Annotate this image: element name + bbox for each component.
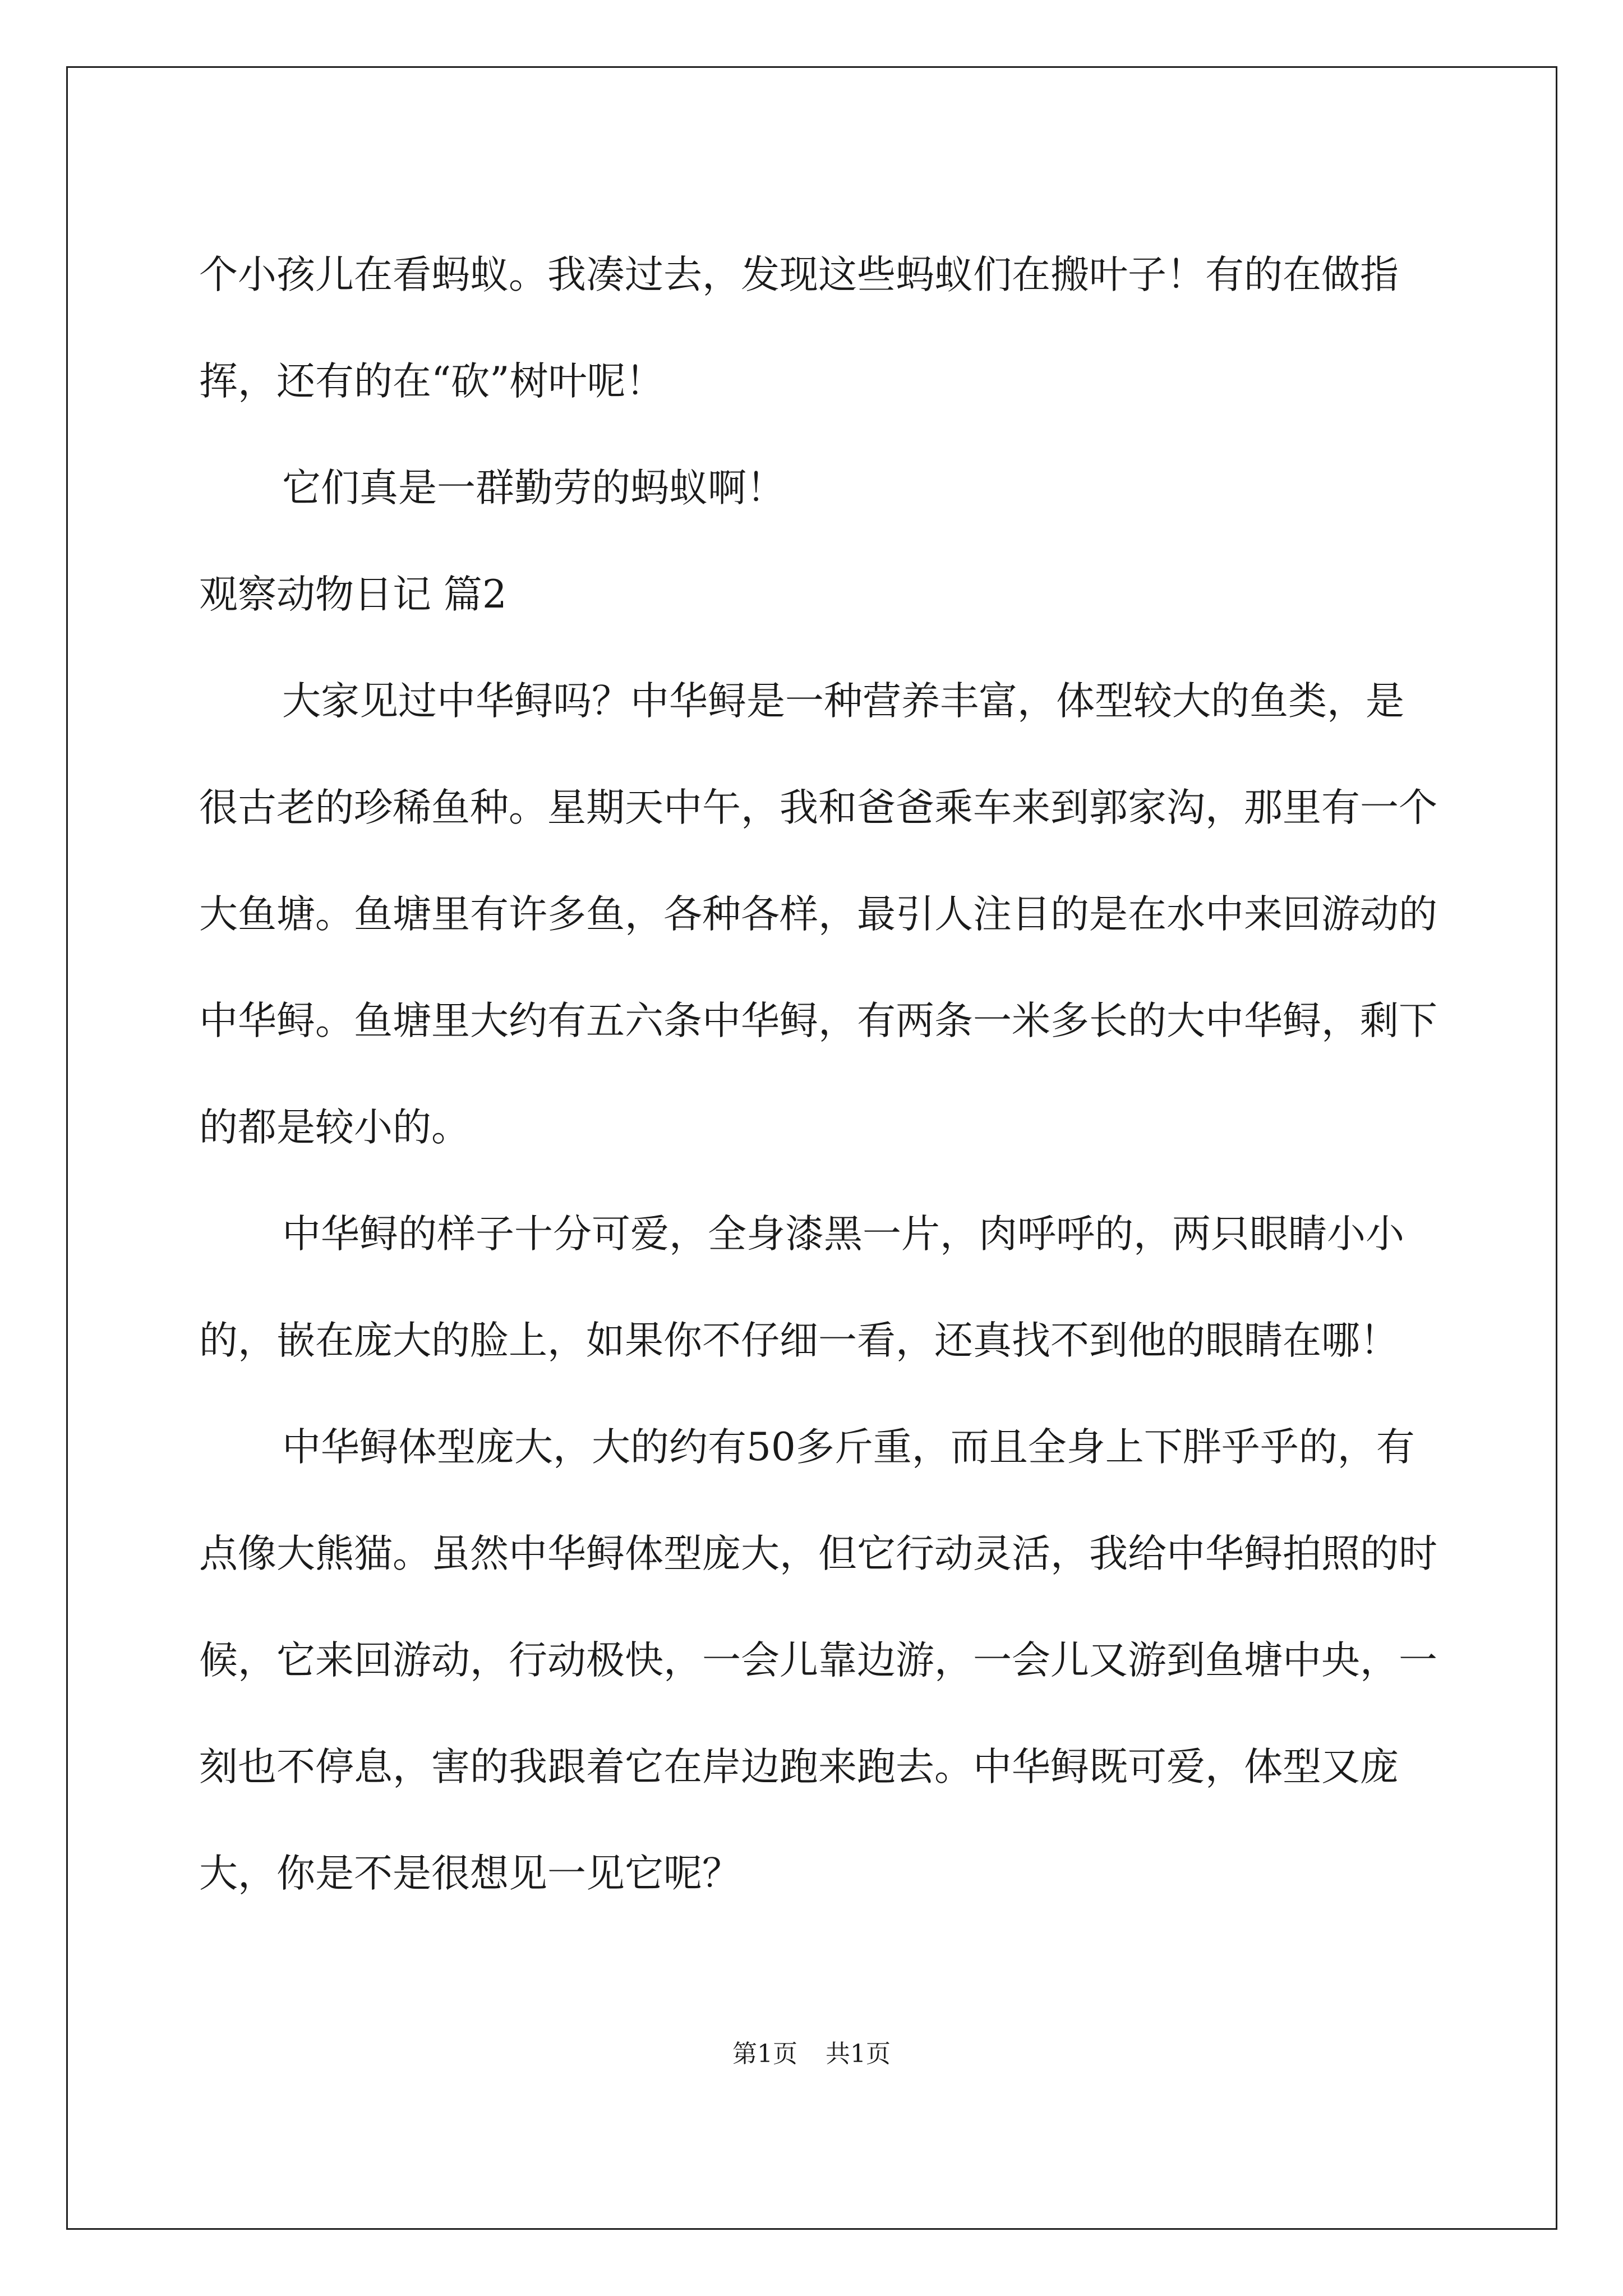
- paragraph-sturgeon-appearance: 中华鲟的样子十分可爱，全身漆黑一片，肉呼呼的，两只眼睛小小的，嵌在庞大的脸上，如果你不仔细一看，还真找不到他的眼睛在哪！: [199, 1212, 1404, 1363]
- document-body: [199, 222, 1441, 1927]
- page-number: 第1页: [732, 2040, 797, 2068]
- paragraph-ants-continued: 个小孩儿在看蚂蚁。我凑过去，发现这些蚂蚁们在搬叶子！有的在做指挥，还有的在“砍”树叶呢！: [199, 252, 1399, 404]
- paragraph-sturgeon-intro: 大家见过中华鲟吗？中华鲟是一种营养丰富，体型较大的鱼类，是很古老的珍稀鱼种。星期天中午，我和爸爸乘车来到郭家沟，那里有一个大鱼塘。鱼塘里有许多鱼，各种各样，最引人注目的是在水中来回游动的中华鲟。鱼塘里大约有五六条中华鲟，有两条一米多长的大中华鲟，剩下的都是较小的。: [199, 679, 1437, 1150]
- page-footer: [0, 2033, 1623, 2069]
- paragraph-sturgeon-size: 中华鲟体型庞大，大的约有50多斤重，而且全身上下胖乎乎的，有点像大熊猫。虽然中华鲟体型庞大，但它行动灵活，我给中华鲟拍照的时候，它来回游动，行动极快，一会儿靠边游，一会儿又游到鱼塘中央，一刻也不停息，害的我跟着它在岸边跑来跑去。中华鲟既可爱，体型又庞大，你是不是很想见一见它呢？: [199, 1425, 1437, 1896]
- page-total: 共1页: [826, 2040, 891, 2068]
- section-heading: 观察动物日记 篇2: [199, 572, 507, 617]
- paragraph-ants-conclusion: 它们真是一群勤劳的蚂蚁啊！: [282, 466, 785, 510]
